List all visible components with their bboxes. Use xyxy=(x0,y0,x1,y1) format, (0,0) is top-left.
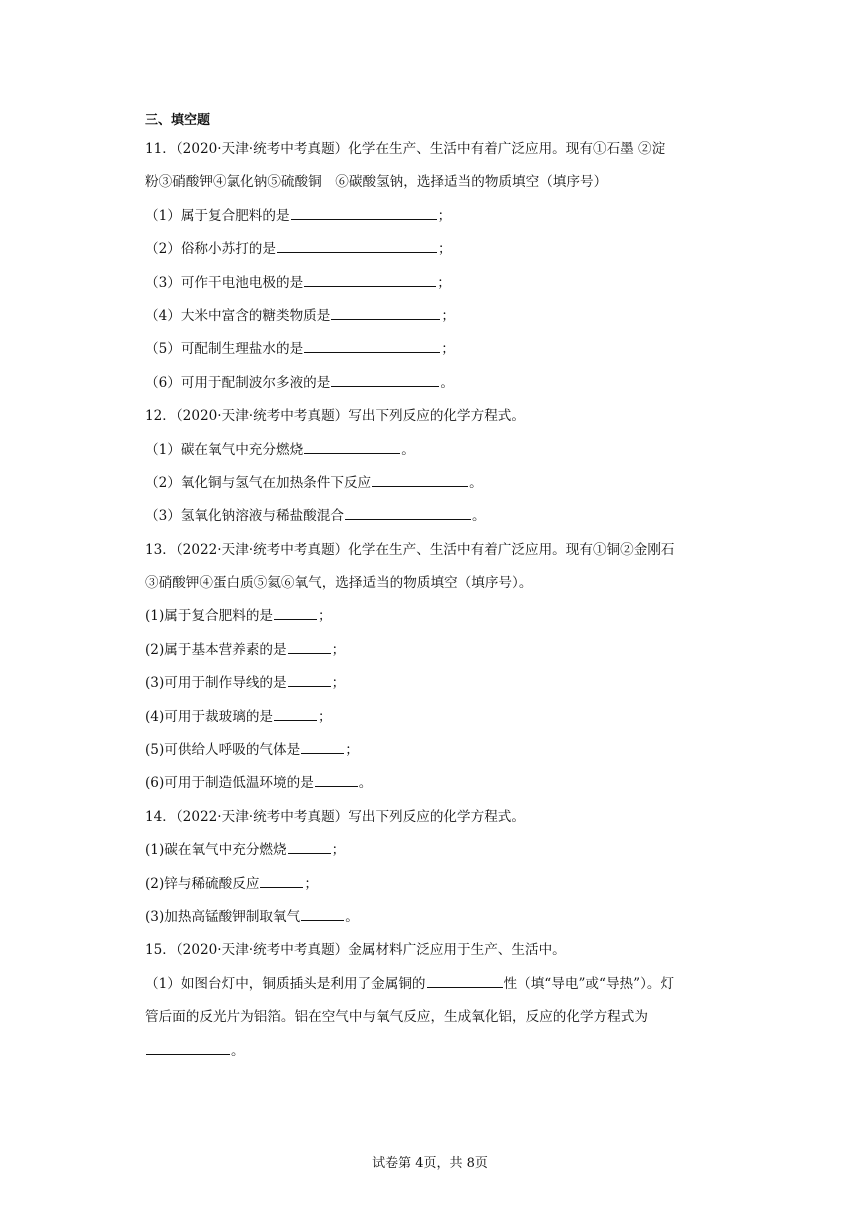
question-line xyxy=(145,807,720,827)
question-text: (6)可用于制造低温环境的是 xyxy=(145,775,314,792)
question-text: （3）可作干电池电极的是 xyxy=(145,274,304,291)
question-line xyxy=(145,974,720,994)
question-tail-text: 。 xyxy=(440,374,454,391)
answer-blank[interactable] xyxy=(301,907,344,921)
answer-blank[interactable] xyxy=(288,840,331,854)
question-line xyxy=(145,673,720,693)
question-text: (2)属于基本营养素的是 xyxy=(145,641,287,658)
question-text: (1)属于复合肥料的是 xyxy=(145,608,274,625)
question-tail-text: 性（填“导电”或“导热”）。灯 xyxy=(503,975,675,992)
question-line xyxy=(145,840,720,860)
question-tail-text: 。 xyxy=(358,775,373,792)
question-tail-text: 。 xyxy=(469,474,483,491)
question-line xyxy=(145,339,720,359)
question-text: (2)锌与稀硫酸反应 xyxy=(145,875,260,892)
question-text: 管后面的反光片为铝箔。铝在空气中与氧气反应，生成氧化铝，反应的化学方程式为 xyxy=(145,1009,648,1026)
question-line xyxy=(145,172,720,192)
answer-blank[interactable] xyxy=(315,773,358,787)
section-title: 三、填空题 xyxy=(145,113,211,128)
question-tail-text: 。 xyxy=(401,441,415,458)
answer-blank[interactable] xyxy=(427,974,503,988)
question-line xyxy=(145,440,720,460)
question-tail-text: ； xyxy=(331,842,346,859)
question-text: 11．（2020·天津·统考中考真题）化学在生产、生活中有着广泛应用。现有①石墨 ②淀 xyxy=(145,141,666,157)
question-text: （1）碳在氧气中充分燃烧 xyxy=(145,441,304,458)
answer-blank[interactable] xyxy=(331,306,440,320)
question-text: (3)加热高锰酸钾制取氧气 xyxy=(145,908,301,925)
question-tail-text: ； xyxy=(345,742,359,759)
answer-blank[interactable] xyxy=(146,1041,230,1055)
question-text: （1）如图台灯中，铜质插头是利用了金属铜的 xyxy=(145,975,426,992)
question-line xyxy=(145,940,720,960)
answer-blank[interactable] xyxy=(304,440,400,454)
question-text: (4)可用于裁玻璃的是 xyxy=(145,708,274,725)
answer-blank[interactable] xyxy=(291,206,437,220)
question-line xyxy=(145,306,720,326)
question-line xyxy=(145,640,720,660)
question-line xyxy=(145,273,720,293)
answer-blank[interactable] xyxy=(274,606,317,620)
answer-blank[interactable] xyxy=(301,740,344,754)
question-line xyxy=(145,473,720,493)
question-text: 15．（2020·天津·统考中考真题）金属材料广泛应用于生产、生活中。 xyxy=(145,942,566,959)
question-text: （2）氧化铜与氢气在加热条件下反应 xyxy=(145,474,372,491)
page-footer: 试卷第 4页，共 8页 xyxy=(372,1156,488,1171)
question-text: 12．（2020·天津·统考中考真题）写出下列反应的化学方程式。 xyxy=(145,408,525,425)
question-tail-text: ； xyxy=(304,875,319,892)
question-line xyxy=(145,1041,720,1061)
question-tail-text: ； xyxy=(437,207,452,224)
answer-blank[interactable] xyxy=(331,373,439,387)
question-text: （3）氢氧化钠溶液与稀盐酸混合 xyxy=(145,508,344,525)
question-list xyxy=(145,139,720,1061)
question-text: 13．（2022·天津·统考中考真题）化学在生产、生活中有着广泛应用。现有①铜②金刚石 xyxy=(145,541,675,558)
answer-blank[interactable] xyxy=(304,273,436,287)
question-text: (5)可供给人呼吸的气体是 xyxy=(145,742,301,759)
answer-blank[interactable] xyxy=(288,640,331,654)
question-line xyxy=(145,506,720,526)
question-tail-text: ； xyxy=(441,307,455,324)
question-line xyxy=(145,139,720,159)
question-line xyxy=(145,907,720,927)
question-tail-text: ； xyxy=(318,708,332,725)
question-tail-text: ； xyxy=(437,274,451,291)
question-text: 粉③硝酸钾④氯化钠⑤硫酸铜 ⑥碳酸氢钠，选择适当的物质填空（填序号） xyxy=(145,174,608,191)
question-line xyxy=(145,373,720,393)
question-line xyxy=(145,740,720,760)
question-tail-text: ； xyxy=(438,241,452,258)
question-text: 14．（2022·天津·统考中考真题）写出下列反应的化学方程式。 xyxy=(145,808,525,825)
page-content xyxy=(145,113,720,1074)
question-line xyxy=(145,206,720,226)
question-line xyxy=(145,540,720,560)
question-tail-text: ； xyxy=(331,675,346,692)
answer-blank[interactable] xyxy=(304,339,440,353)
question-line xyxy=(145,1007,720,1027)
answer-blank[interactable] xyxy=(274,707,317,721)
question-tail-text: 。 xyxy=(345,908,359,925)
question-text: (1)碳在氧气中充分燃烧 xyxy=(145,842,287,859)
question-tail-text: ； xyxy=(318,608,332,625)
answer-blank[interactable] xyxy=(288,673,331,687)
question-tail-text: ； xyxy=(331,641,346,658)
question-line xyxy=(145,606,720,626)
answer-blank[interactable] xyxy=(277,239,437,253)
question-line xyxy=(145,707,720,727)
question-tail-text: 。 xyxy=(231,1042,245,1059)
question-line xyxy=(145,573,720,593)
question-text: ③硝酸钾④蛋白质⑤氦⑥氧气，选择适当的物质填空（填序号）。 xyxy=(145,575,533,592)
answer-blank[interactable] xyxy=(260,874,303,888)
question-line xyxy=(145,874,720,894)
answer-blank[interactable] xyxy=(345,506,471,520)
question-tail-text: ； xyxy=(441,341,455,358)
answer-blank[interactable] xyxy=(372,473,468,487)
question-text: （1）属于复合肥料的是 xyxy=(145,207,290,224)
question-text: （2）俗称小苏打的是 xyxy=(145,241,276,258)
question-text: （5）可配制生理盐水的是 xyxy=(145,341,304,358)
question-line xyxy=(145,773,720,793)
question-text: （4）大米中富含的糖类物质是 xyxy=(145,307,331,324)
question-text: （6）可用于配制波尔多液的是 xyxy=(145,374,331,391)
question-line xyxy=(145,406,720,426)
question-line xyxy=(145,239,720,259)
question-text: (3)可用于制作导线的是 xyxy=(145,675,287,692)
question-tail-text: 。 xyxy=(471,508,486,525)
